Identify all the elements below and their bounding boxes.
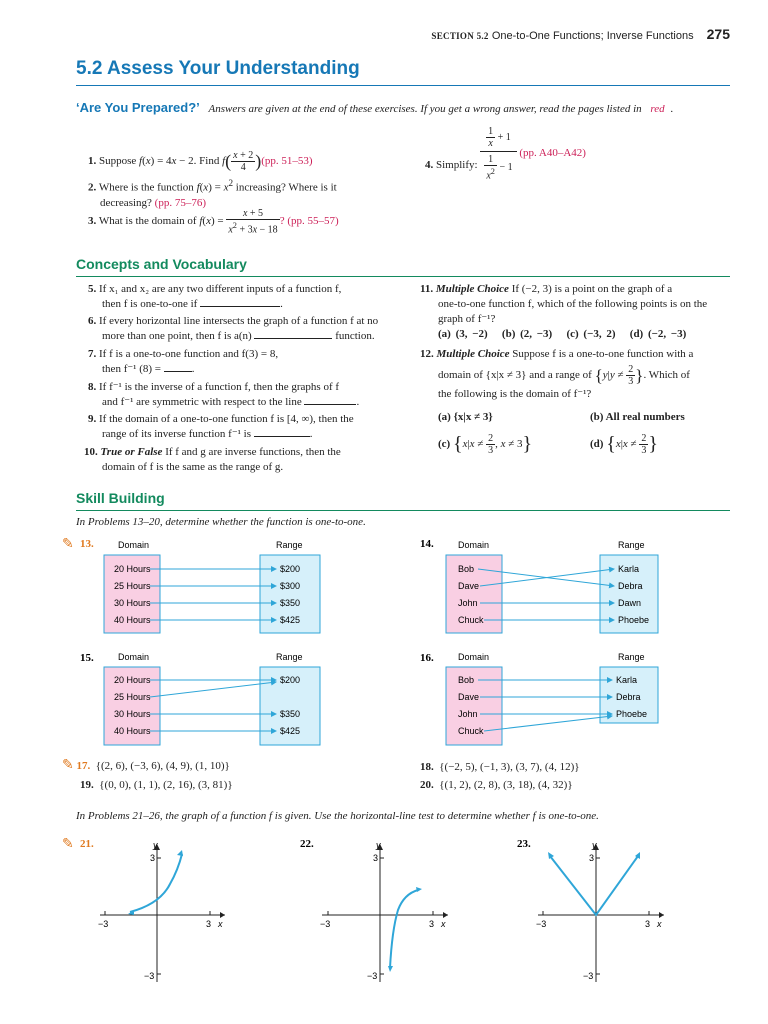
svg-text:Dave: Dave — [458, 692, 480, 702]
prepared-header: ‘Are You Prepared?’ Answers are given at the end of these exercises. If you get a wrong answer, read the pages listed in red . — [76, 100, 674, 115]
svg-text:40 Hours: 40 Hours — [114, 615, 151, 625]
svg-text:x: x — [218, 919, 223, 929]
svg-text:Range: Range — [618, 652, 645, 662]
pencil-icon: ✎ — [62, 837, 74, 852]
concepts-rule — [76, 276, 730, 277]
diagram-15 — [80, 652, 320, 745]
title-rule — [76, 85, 730, 86]
svg-text:Dave: Dave — [458, 581, 480, 591]
svg-text:22.: 22. — [300, 838, 314, 850]
choice-12b: (b) All real numbers — [590, 411, 685, 423]
choice-11a: (a) (3, −2) — [438, 328, 488, 340]
choice-11c: (c) (−3, 2) — [566, 328, 616, 340]
svg-text:$200: $200 — [280, 675, 301, 685]
page-title: 5.2 Assess Your Understanding — [76, 58, 360, 79]
svg-text:14.: 14. — [420, 538, 434, 550]
svg-text:$425: $425 — [280, 615, 301, 625]
svg-text:−3: −3 — [536, 919, 547, 929]
svg-text:Dawn: Dawn — [618, 598, 642, 608]
svg-text:−3: −3 — [320, 919, 331, 929]
concept-11: 11. Multiple Choice If (−2, 3) is a point on the graph of a one-to-one function f, which of the following points is on the graph of f⁻¹? (a) (3, −2) (b) (2, −3) (c) (−3, 2) (d) (−2, −3) — [420, 283, 708, 340]
svg-text:Range: Range — [276, 652, 303, 662]
svg-text:3: 3 — [645, 919, 651, 929]
graph-23 — [517, 838, 664, 982]
svg-text:3: 3 — [150, 853, 156, 863]
svg-text:3: 3 — [589, 853, 595, 863]
svg-text:Karla: Karla — [616, 675, 638, 685]
graph-22 — [300, 838, 448, 982]
svg-text:−3: −3 — [144, 971, 155, 981]
skill-heading: Skill Building — [76, 490, 165, 506]
concept-7: 7. If f is a one-to-one function and f(3) = 8, then f⁻¹ (8) = . — [88, 348, 279, 375]
pencil-icon: ✎ — [62, 537, 74, 552]
svg-text:Domain: Domain — [118, 540, 150, 550]
diagram-14 — [420, 538, 658, 633]
svg-text:Chuck: Chuck — [458, 726, 484, 736]
pencil-icon: ✎ — [62, 758, 74, 773]
skill-intro-2: In Problems 21–26, the graph of a function f is given. Use the horizontal-line test to determine whether f is one-to-one. — [76, 810, 599, 822]
graphs-area — [0, 830, 768, 1024]
section-label: SECTION 5.2 — [431, 31, 489, 41]
svg-text:16.: 16. — [420, 652, 434, 664]
choice-12a: (a) {x|x ≠ 3} — [438, 411, 493, 423]
graph-21 — [62, 837, 225, 982]
skill-rule — [76, 510, 730, 511]
svg-text:$425: $425 — [280, 726, 301, 736]
svg-text:Phoebe: Phoebe — [616, 709, 648, 719]
svg-text:Chuck: Chuck — [458, 615, 484, 625]
concept-8: 8. If f⁻¹ is the inverse of a function f, then the graphs of f and f⁻¹ are symmetric with respect to the line . — [88, 381, 360, 408]
svg-text:30 Hours: 30 Hours — [114, 598, 151, 608]
svg-text:23.: 23. — [517, 838, 531, 850]
problem-19: 19. {(0, 0), (1, 1), (2, 16), (3, 81)} — [80, 779, 233, 791]
diagram-13 — [62, 537, 320, 633]
svg-text:$350: $350 — [280, 709, 301, 719]
choice-11b: (b) (2, −3) — [501, 328, 553, 340]
svg-text:John: John — [458, 598, 478, 608]
svg-text:$350: $350 — [280, 598, 301, 608]
svg-text:25 Hours: 25 Hours — [114, 581, 151, 591]
svg-text:Karla: Karla — [618, 564, 640, 574]
choice-11d: (d) (−2, −3) — [629, 328, 687, 340]
choice-12c: (c) — [438, 438, 451, 451]
concept-12-choices: (a) {x|x ≠ 3} (b) All real numbers (c) {x|x ≠ $\frac{2}{3}$ , x ≠ 3} (d) {x|x ≠ $\frac{2}{3}$ } — [438, 411, 685, 456]
prepared-heading: ‘Are You Prepared?’ — [76, 100, 200, 115]
page-number: 275 — [706, 26, 730, 42]
running-head — [431, 26, 730, 42]
problem-18: 18. {(−2, 5), (−1, 3), (3, 7), (4, 12)} — [420, 761, 580, 773]
svg-text:20 Hours: 20 Hours — [114, 564, 151, 574]
svg-text:x: x — [441, 919, 446, 929]
svg-text:3: 3 — [429, 919, 435, 929]
svg-text:21.: 21. — [80, 838, 94, 850]
svg-text:Range: Range — [276, 540, 303, 550]
svg-text:Debra: Debra — [618, 581, 643, 591]
svg-text:15.: 15. — [80, 652, 94, 664]
concept-6: 6. If every horizontal line intersects the graph of a function f at no more than one point, then f is a(n) function. — [88, 315, 379, 342]
svg-text:20 Hours: 20 Hours — [114, 675, 151, 685]
problem-20: 20. {(1, 2), (2, 8), (3, 18), (4, 32)} — [420, 779, 573, 791]
svg-text:Domain: Domain — [118, 652, 150, 662]
section-title: One-to-One Functions; Inverse Functions — [491, 30, 694, 42]
svg-text:40 Hours: 40 Hours — [114, 726, 151, 736]
svg-text:$200: $200 — [280, 564, 301, 574]
svg-text:30 Hours: 30 Hours — [114, 709, 151, 719]
prepared-text: Answers are given at the end of these exercises. If you get a wrong answer, read the pages listed in — [208, 103, 642, 115]
svg-text:3: 3 — [373, 853, 379, 863]
prepared-item-4: 4. Simplify: $\frac{1}{x}$ + 1 $\frac{1}{x^2}$ − 1 (pp. A40–A42) — [425, 126, 586, 182]
svg-text:y: y — [153, 840, 158, 850]
prepared-item-1: 1. Suppose f(x) = 4x − 2. Find f( $\frac{x + 2}{4}$ )(pp. 51–53) — [88, 150, 313, 173]
svg-text:Domain: Domain — [458, 540, 490, 550]
svg-text:13.: 13. — [80, 538, 94, 550]
prepared-item-2: 2. Where is the function $f(x) = x^2$ increasing? Where is it decreasing? (pp. 75–76) — [88, 178, 337, 209]
svg-text:Range: Range — [618, 540, 645, 550]
svg-text:x: x — [657, 919, 662, 929]
svg-text:$300: $300 — [280, 581, 301, 591]
svg-text:Bob: Bob — [458, 564, 475, 574]
concepts-heading: Concepts and Vocabulary — [76, 256, 247, 272]
concept-12: 12. Multiple Choice Suppose f is a one-to-one function with a domain of {x|x ≠ 3} and a range of {y|y ≠ $\frac{2}{3}$ }. Which of the following is the domain of f⁻¹? — [420, 348, 694, 400]
skill-intro-1: In Problems 13–20, determine whether the function is one-to-one. — [76, 516, 366, 528]
prepared-red-word: red — [650, 103, 665, 115]
svg-text:−3: −3 — [98, 919, 109, 929]
concept-9: 9. If the domain of a one-to-one function f is [4, ∞), then the range of its inverse function f⁻¹ is . — [88, 413, 354, 440]
svg-text:y: y — [592, 840, 597, 850]
svg-text:John: John — [458, 709, 478, 719]
concept-10: 10. True or False If f and g are inverse functions, then the domain of f is the same as the range of g. — [84, 446, 341, 473]
concept-5: 5. If x₁ and x₂ are any two different inputs of a function f, then f is one-to-one if . — [88, 283, 342, 310]
mapping-diagrams — [0, 530, 768, 760]
svg-text:y: y — [376, 840, 381, 850]
svg-text:−3: −3 — [583, 971, 594, 981]
svg-text:Domain: Domain — [458, 652, 490, 662]
svg-text:Phoebe: Phoebe — [618, 615, 650, 625]
svg-text:−3: −3 — [367, 971, 378, 981]
problem-17: ✎ 17. {(2, 6), (−3, 6), (4, 9), (1, 10)} — [62, 758, 230, 773]
svg-text:3: 3 — [206, 919, 212, 929]
svg-text:Bob: Bob — [458, 675, 475, 685]
svg-text:Debra: Debra — [616, 692, 641, 702]
choice-12d: (d) — [590, 438, 604, 451]
prepared-item-3: 3. What is the domain of f(x) = $\frac{x + 5}{x^2 + 3x - 18}$ ? (pp. 55–57) — [88, 208, 339, 236]
svg-text:25 Hours: 25 Hours — [114, 692, 151, 702]
diagram-16 — [420, 652, 658, 745]
